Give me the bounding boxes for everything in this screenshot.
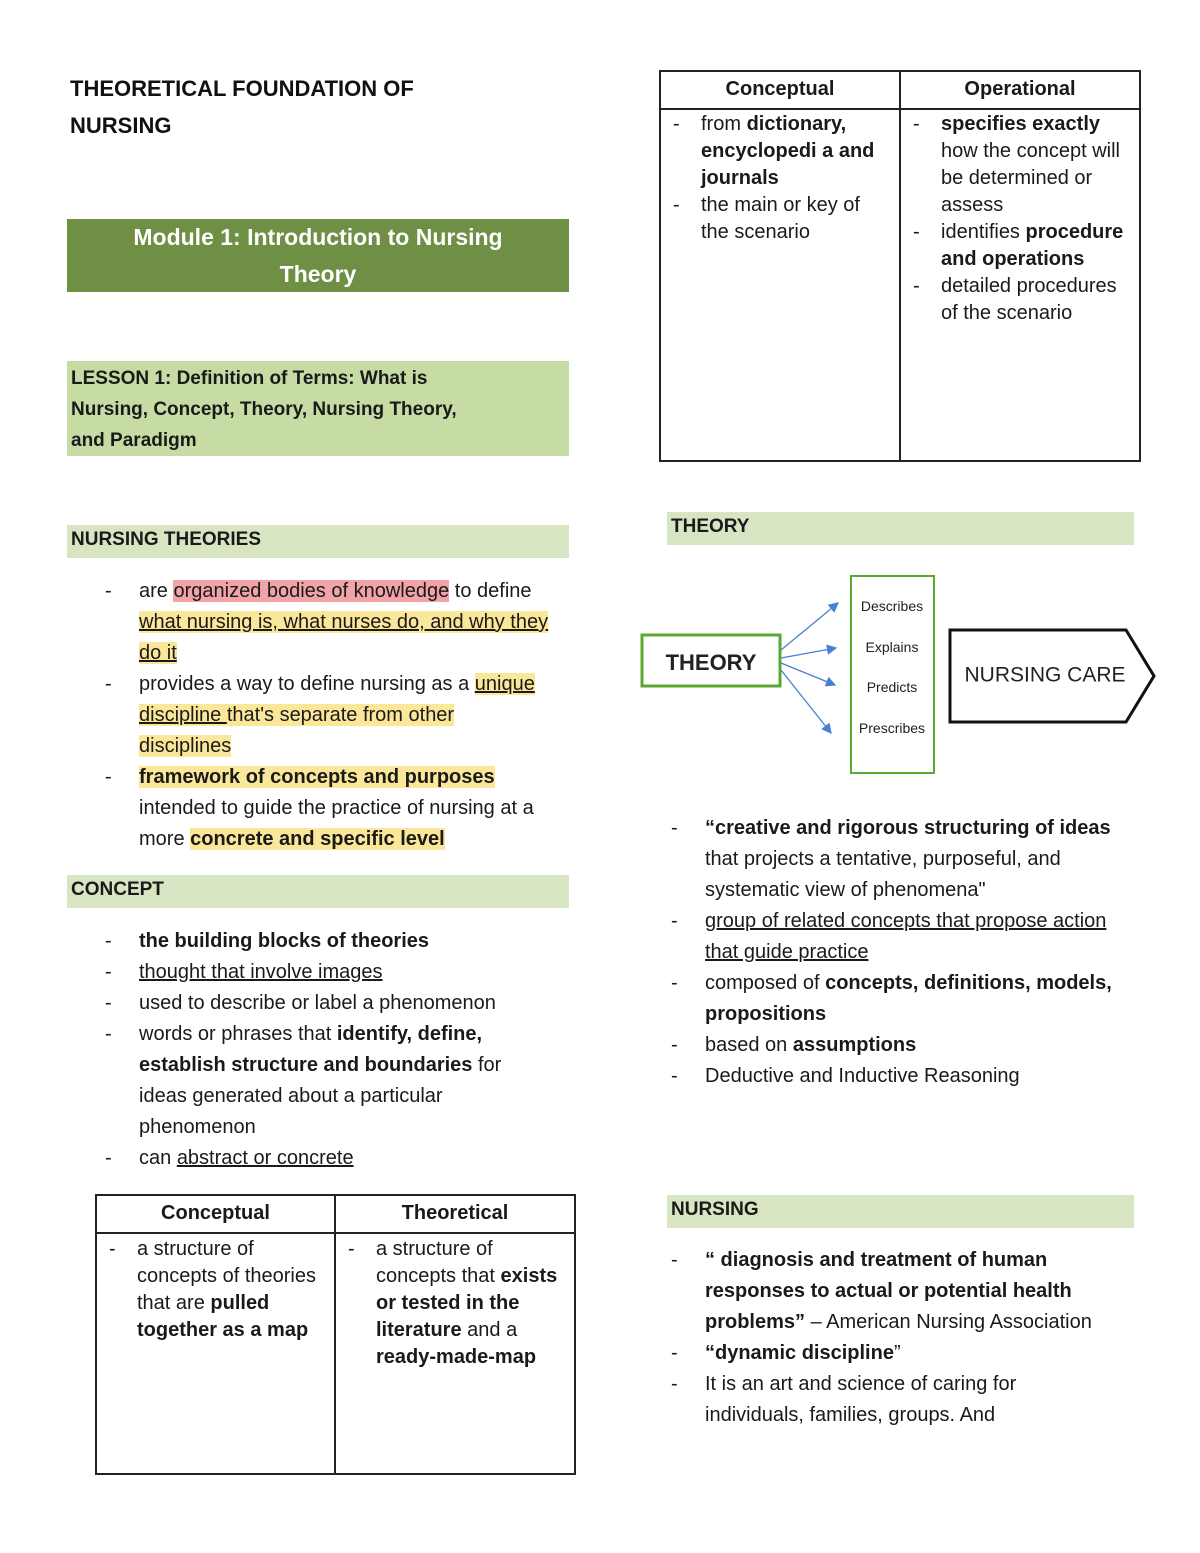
list-item: - the main or key of the scenario <box>661 192 899 246</box>
theory-box-label: THEORY <box>665 650 757 675</box>
list-item: - used to describe or label a phenomenon <box>67 988 569 1019</box>
list-item: - thought that involve images <box>67 957 569 988</box>
verb-label-describes: Describes <box>860 598 924 614</box>
list-item: - specifies exactly how the concept will be determined or assess <box>901 111 1139 219</box>
list-item: - It is an art and science of caring for individuals, families, groups. And <box>633 1369 1153 1431</box>
verb-label-prescribes: Prescribes <box>858 720 926 736</box>
arrow <box>781 663 835 685</box>
table-cell-conceptual <box>660 109 900 461</box>
highlight-text: concrete and specific level <box>190 828 445 850</box>
nursing-care-label: NURSING CARE <box>964 663 1126 687</box>
list-item: - provides a way to define nursing as a unique discipline that's separate from other disciplines <box>67 669 569 762</box>
lesson-banner-line-3: and Paradigm <box>71 430 197 451</box>
conceptual-theoretical-table <box>95 1194 576 1475</box>
arrow <box>781 648 836 658</box>
module-banner <box>67 219 569 292</box>
list-item: - “dynamic discipline” <box>633 1338 1153 1369</box>
verb-label-explains: Explains <box>865 639 919 655</box>
list-item: - “creative and rigorous structuring of ideas that projects a tentative, purposeful, and systematic view of phenomena" <box>633 813 1153 906</box>
highlight-text: unique discipline <box>139 673 535 726</box>
document-title <box>70 70 590 144</box>
list-item: - composed of concepts, definitions, models, propositions <box>633 968 1153 1030</box>
table-header-theoretical: Theoretical <box>335 1195 575 1233</box>
highlight-text: that's separate from other disciplines <box>139 704 455 757</box>
list-item: - detailed procedures of the scenario <box>901 273 1139 327</box>
document-title-line-1: THEORETICAL FOUNDATION OF <box>70 76 414 101</box>
section-heading-nursing: NURSING <box>667 1195 1134 1228</box>
table-cell-conceptual <box>96 1233 335 1474</box>
list-item: - can abstract or concrete <box>67 1143 569 1174</box>
list-item: - Deductive and Inductive Reasoning <box>633 1061 1153 1092</box>
list-item: - group of related concepts that propose action that guide practice <box>633 906 1153 968</box>
nursing-list <box>633 1245 1153 1431</box>
list-item: - “ diagnosis and treatment of human responses to actual or potential health problems” – American Nursing Association <box>633 1245 1153 1338</box>
list-item: - based on assumptions <box>633 1030 1153 1061</box>
arrow <box>781 670 831 733</box>
verb-label-predicts: Predicts <box>866 679 918 695</box>
module-banner-line-2: Theory <box>279 261 357 287</box>
highlight-text: organized bodies of knowledge <box>173 580 450 602</box>
highlight-text: framework of concepts and purposes <box>139 766 495 788</box>
conceptual-operational-table <box>659 70 1141 462</box>
list-item: - identifies procedure and operations <box>901 219 1139 273</box>
section-heading-nursing-theories: NURSING THEORIES <box>67 525 569 558</box>
section-heading-theory: THEORY <box>667 512 1134 545</box>
theory-diagram <box>638 573 1160 779</box>
highlight-text: what nursing is, what nurses do, and why they do it <box>139 611 549 664</box>
lesson-banner <box>67 361 569 456</box>
list-item: - a structure of concepts of theories that are pulled together as a map <box>97 1236 334 1344</box>
module-banner-line-1: Module 1: Introduction to Nursing <box>133 224 503 250</box>
table-header-operational: Operational <box>900 71 1140 109</box>
section-heading-concept: CONCEPT <box>67 875 569 908</box>
list-item: - are organized bodies of knowledge to define what nursing is, what nurses do, and why they do it <box>67 576 569 669</box>
list-item: - words or phrases that identify, define, establish structure and boundaries for ideas generated about a particular phenomenon <box>67 1019 569 1143</box>
table-header-conceptual: Conceptual <box>660 71 900 109</box>
table-header-conceptual: Conceptual <box>96 1195 335 1233</box>
list-item: - a structure of concepts that exists or tested in the literature and a ready-made-map <box>336 1236 574 1371</box>
lesson-banner-line-2: Nursing, Concept, Theory, Nursing Theory, <box>71 399 457 420</box>
table-cell-theoretical <box>335 1233 575 1474</box>
concept-list <box>67 926 569 1174</box>
list-item: - the building blocks of theories <box>67 926 569 957</box>
arrow <box>781 603 838 650</box>
lesson-banner-line-1: LESSON 1: Definition of Terms: What is <box>71 368 428 389</box>
list-item: - framework of concepts and purposes intended to guide the practice of nursing at a more concrete and specific level <box>67 762 569 855</box>
theory-list <box>633 813 1153 1092</box>
nursing-theories-list <box>67 576 569 855</box>
table-cell-operational <box>900 109 1140 461</box>
document-title-line-2: NURSING <box>70 113 172 138</box>
list-item: - from dictionary, encyclopedi a and journals <box>661 111 899 192</box>
